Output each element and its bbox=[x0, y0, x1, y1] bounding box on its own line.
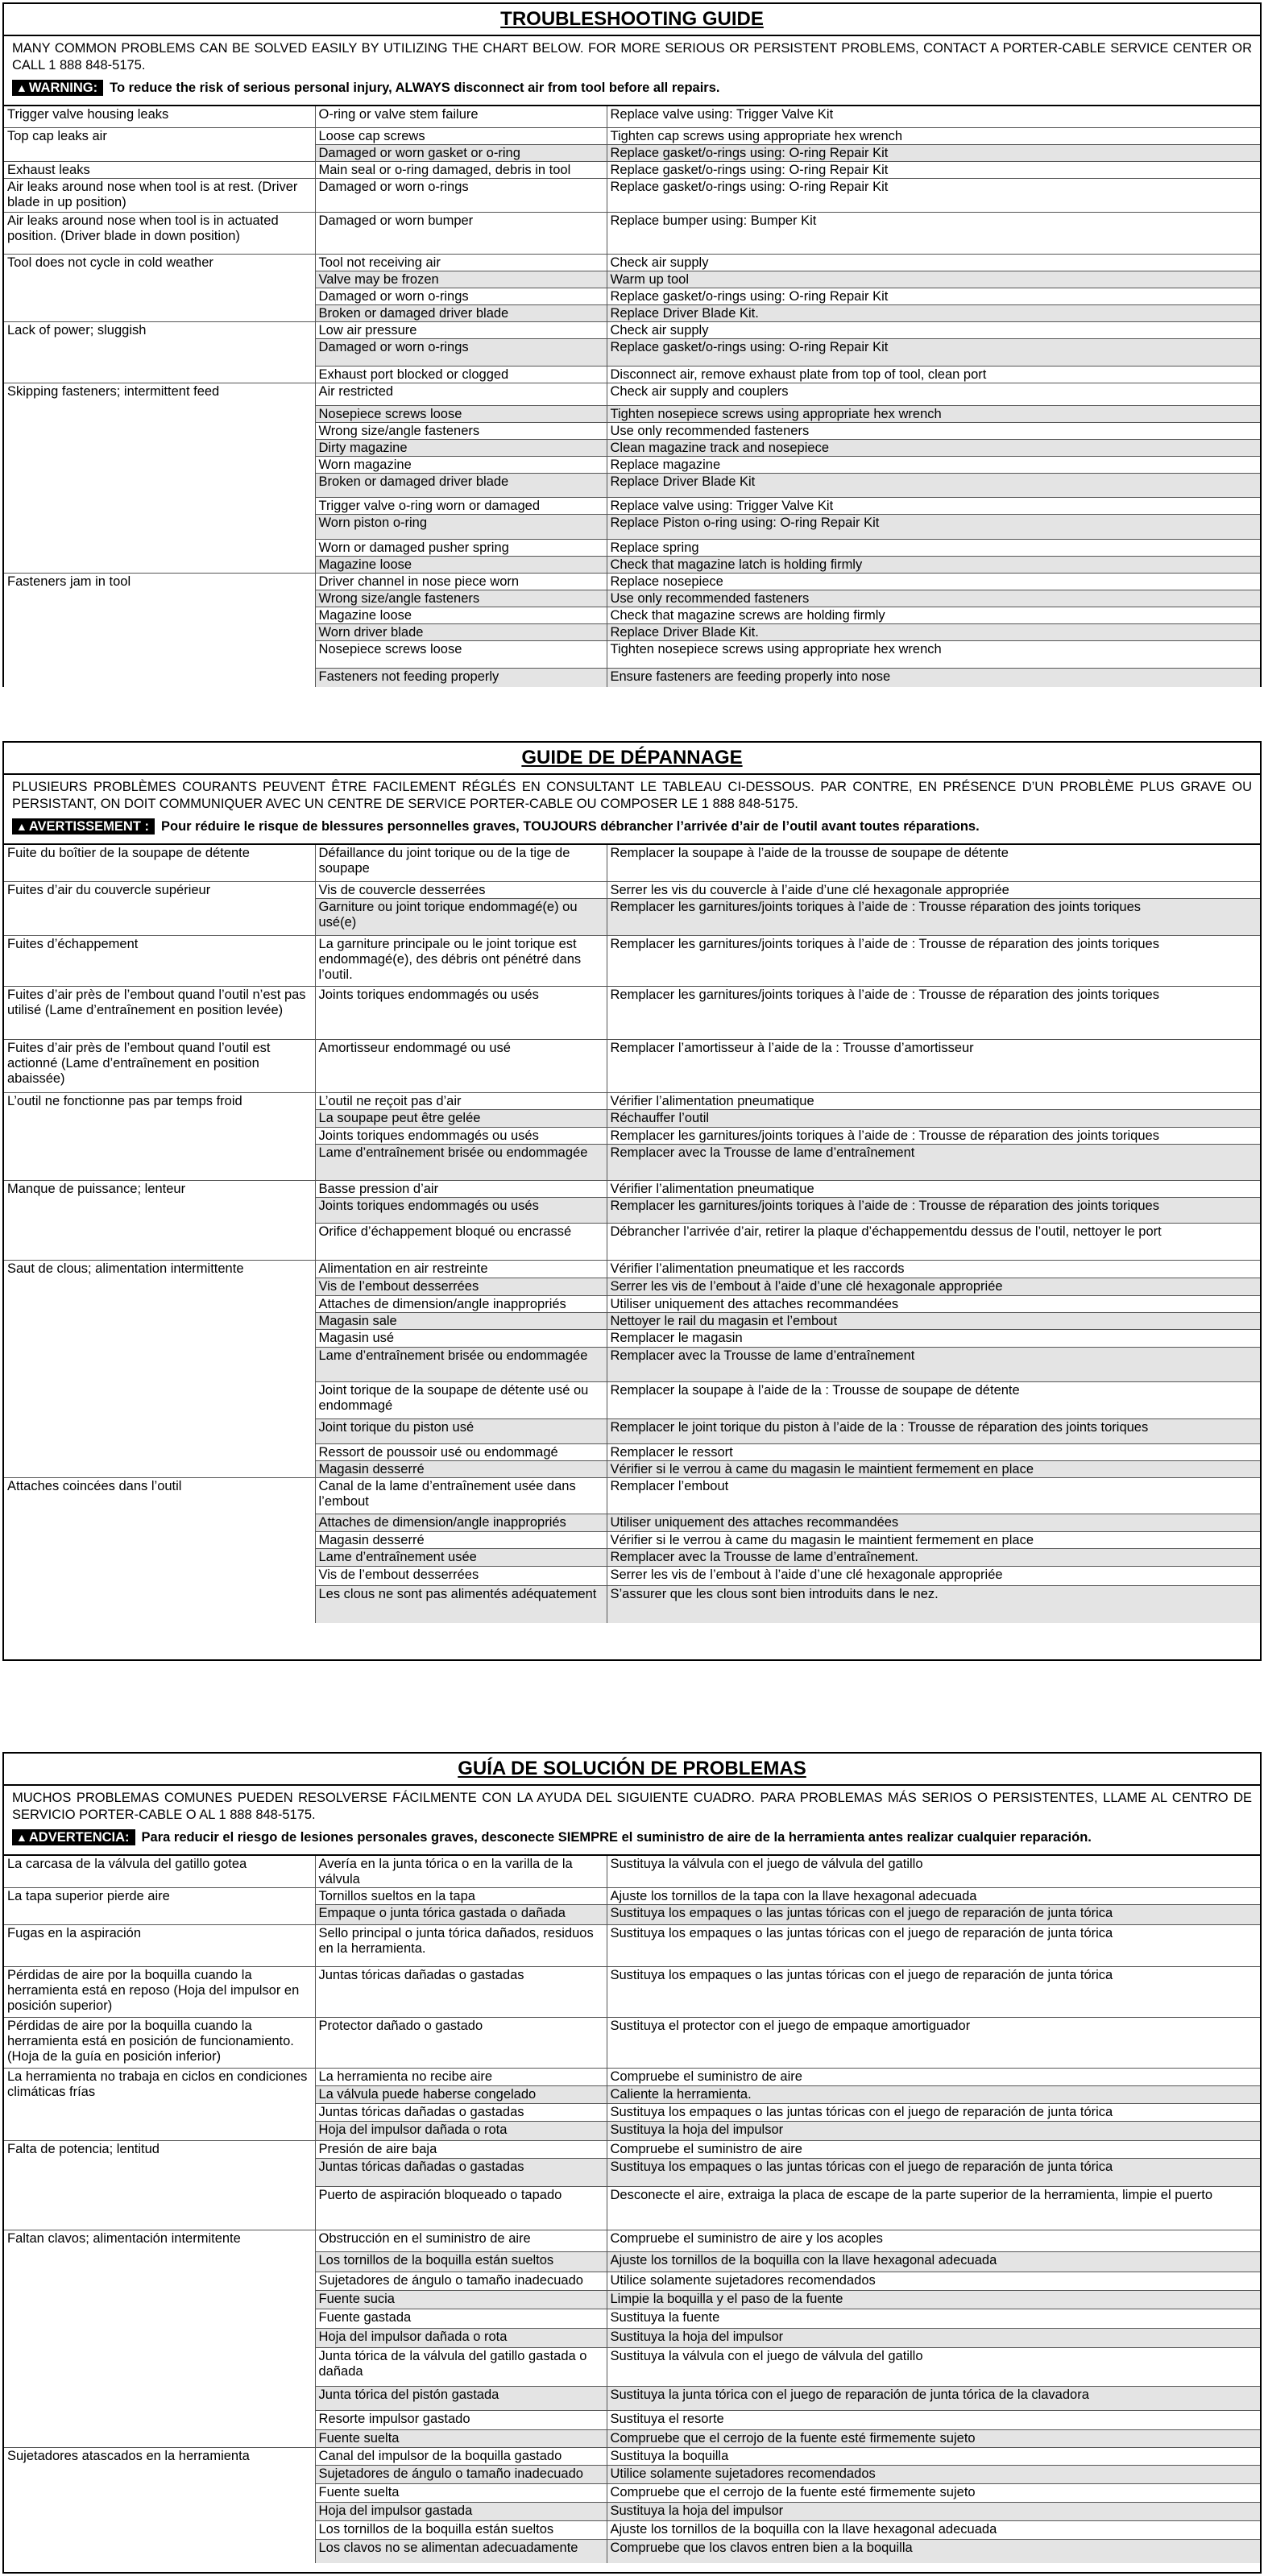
solution-cell: Compruebe que el cerrojo de la fuente esté firmemente sujeto bbox=[607, 2430, 1260, 2448]
table-row bbox=[4, 2141, 1260, 2159]
cause-cell: Los tornillos de la boquilla están sueltos bbox=[315, 2521, 607, 2540]
solution-cell: Ensure fasteners are feeding properly into nose bbox=[607, 668, 1260, 687]
problem-cell: Tool does not cycle in cold weather bbox=[4, 254, 315, 321]
table-row bbox=[4, 1092, 1260, 1109]
cause-cell: La válvula puede haberse congelado bbox=[315, 2086, 607, 2104]
solution-cell: Sustituya los empaques o las juntas tóricas con el juego de reparación de junta tórica bbox=[607, 2159, 1260, 2187]
cause-cell: Broken or damaged driver blade bbox=[315, 473, 607, 497]
solution-cell: Use only recommended fasteners bbox=[607, 422, 1260, 439]
solution-cell: Sustituya los empaques o las juntas tóricas con el juego de reparación de junta tórica bbox=[607, 2104, 1260, 2122]
cause-cell: Sujetadores de ángulo o tamaño inadecuado bbox=[315, 2272, 607, 2291]
cause-cell: Amortisseur endommagé ou usé bbox=[315, 1039, 607, 1092]
solution-cell: Remplacer le joint torique du piston à l’aide de la : Trousse de réparation des joints toriques bbox=[607, 1418, 1260, 1443]
cause-cell: Air restricted bbox=[315, 383, 607, 405]
solution-cell: Réchauffer l’outil bbox=[607, 1109, 1260, 1127]
cause-cell: Worn magazine bbox=[315, 456, 607, 473]
warning-label: AVERTISSEMENT : bbox=[28, 819, 149, 834]
cause-cell: L’outil ne reçoit pas d’air bbox=[315, 1092, 607, 1109]
solution-cell: Remplacer le ressort bbox=[607, 1443, 1260, 1460]
solution-cell: Remplacer les garnitures/joints toriques à l’aide de : Trousse de réparation des joints toriques bbox=[607, 986, 1260, 1039]
warning-triangle-icon: ▲ bbox=[16, 81, 27, 94]
intro-text: MUCHOS PROBLEMAS COMUNES PUEDEN RESOLVERSE FÁCILMENTE CON LA AYUDA DEL SIGUIENTE CUADRO. PARA PROBLEMAS MÁS SERIOS O PERSISTENTES, LLAME AL CENTRO DE SERVICIO PORTER-CABLE O AL 1 888 848-5175. bbox=[12, 1791, 1252, 1822]
cause-cell: Magasin usé bbox=[315, 1329, 607, 1347]
cause-cell: Hoja del impulsor dañada o rota bbox=[315, 2329, 607, 2348]
table-row bbox=[4, 2230, 1260, 2252]
problem-cell: Fuites d’air du couvercle supérieur bbox=[4, 881, 315, 935]
solution-cell: Replace gasket/o-rings using: O-ring Repair Kit bbox=[607, 144, 1260, 161]
solution-cell: Replace spring bbox=[607, 539, 1260, 556]
solution-cell: Remplacer l’amortisseur à l’aide de la : Trousse d’amortisseur bbox=[607, 1039, 1260, 1092]
problem-cell: La herramienta no trabaja en ciclos en condiciones climáticas frías bbox=[4, 2069, 315, 2141]
solution-cell: Remplacer les garnitures/joints toriques à l’aide de : Trousse réparation des joints toriques bbox=[607, 898, 1260, 935]
cause-cell: Worn or damaged pusher spring bbox=[315, 539, 607, 556]
cause-cell: Wrong size/angle fasteners bbox=[315, 422, 607, 439]
solution-cell: Remplacer les garnitures/joints toriques à l’aide de : Trousse de réparation des joints toriques bbox=[607, 935, 1260, 986]
cause-cell: Empaque o junta tórica gastada o dañada bbox=[315, 1905, 607, 1925]
cause-cell: Joints toriques endommagés ou usés bbox=[315, 986, 607, 1039]
problem-cell: Fuites d’échappement bbox=[4, 935, 315, 986]
warning-line bbox=[4, 816, 1260, 843]
cause-cell: Lame d’entraînement usée bbox=[315, 1548, 607, 1566]
solution-cell: Vérifier l’alimentation pneumatique bbox=[607, 1180, 1260, 1197]
troubleshooting-table bbox=[4, 1854, 1260, 2563]
cause-cell: Alimentation en air restreinte bbox=[315, 1260, 607, 1278]
problem-cell: Saut de clous; alimentation intermittente bbox=[4, 1260, 315, 1477]
cause-cell: Damaged or worn o-rings bbox=[315, 338, 607, 366]
solution-cell: Compruebe el suministro de aire bbox=[607, 2141, 1260, 2159]
problem-cell: Fuites d’air près de l’embout quand l’outil est actionné (Lame d’entraînement en position abaissée) bbox=[4, 1039, 315, 1092]
cause-cell: Lame d’entraînement brisée ou endommagée bbox=[315, 1144, 607, 1180]
solution-cell: Replace bumper using: Bumper Kit bbox=[607, 212, 1260, 254]
solution-cell: Sustituya la válvula con el juego de válvula del gatillo bbox=[607, 2348, 1260, 2387]
warning-label: ADVERTENCIA: bbox=[28, 1830, 130, 1845]
cause-cell: Juntas tóricas dañadas o gastadas bbox=[315, 1967, 607, 2018]
cause-cell: Hoja del impulsor dañada o rota bbox=[315, 2122, 607, 2141]
solution-cell: Sustituya el protector con el juego de empaque amortiguador bbox=[607, 2018, 1260, 2069]
problem-cell: Fugas en la aspiración bbox=[4, 1925, 315, 1967]
solution-cell: Utiliser uniquement des attaches recommandées bbox=[607, 1514, 1260, 1531]
solution-cell: Remplacer l’embout bbox=[607, 1477, 1260, 1514]
cause-cell: Loose cap screws bbox=[315, 127, 607, 144]
cause-cell: La soupape peut être gelée bbox=[315, 1109, 607, 1127]
cause-cell: Magazine loose bbox=[315, 607, 607, 623]
table-row bbox=[4, 1477, 1260, 1514]
warning-line bbox=[4, 1827, 1260, 1854]
solution-cell: Replace magazine bbox=[607, 456, 1260, 473]
solution-cell: Sustituya la junta tórica con el juego de reparación de junta tórica de la clavadora bbox=[607, 2387, 1260, 2411]
cause-cell: Magasin desserré bbox=[315, 1460, 607, 1477]
cause-cell: O-ring or valve stem failure bbox=[315, 106, 607, 127]
table-row bbox=[4, 986, 1260, 1039]
problem-cell: Fuite du boîtier de la soupape de détente bbox=[4, 844, 315, 881]
solution-cell: Replace valve using: Trigger Valve Kit bbox=[607, 106, 1260, 127]
cause-cell: Fuente suelta bbox=[315, 2430, 607, 2448]
cause-cell: Attaches de dimension/angle inappropriés bbox=[315, 1514, 607, 1531]
cause-cell: Puerto de aspiración bloqueado o tapado bbox=[315, 2187, 607, 2230]
warning-badge bbox=[12, 818, 155, 835]
warning-badge bbox=[12, 1829, 135, 1845]
cause-cell: Avería en la junta tórica o en la varilla de la válvula bbox=[315, 1855, 607, 1888]
table-row bbox=[4, 1925, 1260, 1967]
table-row bbox=[4, 1039, 1260, 1092]
cause-cell: Ressort de poussoir usé ou endommagé bbox=[315, 1443, 607, 1460]
cause-cell: Attaches de dimension/angle inappropriés bbox=[315, 1295, 607, 1312]
solution-cell: Replace Piston o-ring using: O-ring Repair Kit bbox=[607, 514, 1260, 539]
table-row bbox=[4, 321, 1260, 338]
solution-cell: Sustituya los empaques o las juntas tóricas con el juego de reparación de junta tórica bbox=[607, 1925, 1260, 1967]
intro-text: MANY COMMON PROBLEMS CAN BE SOLVED EASILY BY UTILIZING THE CHART BELOW. FOR MORE SERIOUS OR PERSISTENT PROBLEMS, CONTACT A PORTER-CABLE SERVICE CENTER OR CALL 1 888 848-5175. bbox=[12, 41, 1252, 72]
cause-cell: Driver channel in nose piece worn bbox=[315, 573, 607, 590]
warning-text: Para reducir el riesgo de lesiones personales graves, desconecte SIEMPRE el suministro de aire de la herramienta antes realizar cualquier reparación. bbox=[141, 1830, 1092, 1845]
cause-cell: Magazine loose bbox=[315, 556, 607, 573]
solution-cell: Sustituya la fuente bbox=[607, 2309, 1260, 2329]
solution-cell: Utilice solamente sujetadores recomendados bbox=[607, 2466, 1260, 2484]
table-row bbox=[4, 127, 1260, 144]
warning-line bbox=[4, 77, 1260, 105]
problem-cell: Pérdidas de aire por la boquilla cuando la herramienta está en posición de funcionamiento. (Hoja de la guía en posición inferior) bbox=[4, 2018, 315, 2069]
problem-cell: Attaches coincées dans l’outil bbox=[4, 1477, 315, 1623]
cause-cell: Joint torique du piston usé bbox=[315, 1418, 607, 1443]
cause-cell: Joints toriques endommagés ou usés bbox=[315, 1197, 607, 1223]
section-title: GUÍA DE SOLUCIÓN DE PROBLEMAS bbox=[4, 1754, 1260, 1786]
solution-cell: Sustituya los empaques o las juntas tóricas con el juego de reparación de junta tórica bbox=[607, 1905, 1260, 1925]
solution-cell: Caliente la herramienta. bbox=[607, 2086, 1260, 2104]
solution-cell: Remplacer le magasin bbox=[607, 1329, 1260, 1347]
warning-label: WARNING: bbox=[28, 81, 98, 95]
solution-cell: Limpie la boquilla y el paso de la fuente bbox=[607, 2291, 1260, 2309]
problem-cell: Faltan clavos; alimentación intermitente bbox=[4, 2230, 315, 2448]
problem-cell: Top cap leaks air bbox=[4, 127, 315, 161]
solution-cell: Remplacer la soupape à l’aide de la : Trousse de soupape de détente bbox=[607, 1381, 1260, 1418]
cause-cell: Joint torique de la soupape de détente usé ou endommagé bbox=[315, 1381, 607, 1418]
solution-cell: Vérifier l’alimentation pneumatique et les raccords bbox=[607, 1260, 1260, 1278]
solution-cell: Replace gasket/o-rings using: O-ring Repair Kit bbox=[607, 288, 1260, 304]
solution-cell: Ajuste los tornillos de la boquilla con la llave hexagonal adecuada bbox=[607, 2521, 1260, 2540]
cause-cell: Canal del impulsor de la boquilla gastado bbox=[315, 2448, 607, 2466]
problem-cell: La carcasa de la válvula del gatillo gotea bbox=[4, 1855, 315, 1888]
solution-cell: Ajuste los tornillos de la tapa con la llave hexagonal adecuada bbox=[607, 1888, 1260, 1905]
solution-cell: Tighten nosepiece screws using appropriate hex wrench bbox=[607, 640, 1260, 668]
cause-cell: Juntas tóricas dañadas o gastadas bbox=[315, 2159, 607, 2187]
cause-cell: Tornillos sueltos en la tapa bbox=[315, 1888, 607, 1905]
solution-cell: Replace gasket/o-rings using: O-ring Repair Kit bbox=[607, 178, 1260, 212]
cause-cell: Magasin sale bbox=[315, 1312, 607, 1329]
solution-cell: Check air supply and couplers bbox=[607, 383, 1260, 405]
solution-cell: Ajuste los tornillos de la boquilla con la llave hexagonal adecuada bbox=[607, 2252, 1260, 2272]
solution-cell: Check air supply bbox=[607, 254, 1260, 271]
cause-cell: Fuente sucia bbox=[315, 2291, 607, 2309]
table-row bbox=[4, 1260, 1260, 1278]
cause-cell: Nosepiece screws loose bbox=[315, 405, 607, 422]
problem-cell: Manque de puissance; lenteur bbox=[4, 1180, 315, 1260]
table-row bbox=[4, 254, 1260, 271]
cause-cell: Worn piston o-ring bbox=[315, 514, 607, 539]
table-row bbox=[4, 1967, 1260, 2018]
cause-cell: Obstrucción en el suministro de aire bbox=[315, 2230, 607, 2252]
solution-cell: Sustituya los empaques o las juntas tóricas con el juego de reparación de junta tórica bbox=[607, 1967, 1260, 2018]
problem-cell: Exhaust leaks bbox=[4, 161, 315, 178]
solution-cell: Check air supply bbox=[607, 321, 1260, 338]
warning-text: To reduce the risk of serious personal injury, ALWAYS disconnect air from tool before all repairs. bbox=[110, 81, 720, 95]
solution-cell: Tighten nosepiece screws using appropriate hex wrench bbox=[607, 405, 1260, 422]
table-row bbox=[4, 844, 1260, 881]
problem-cell: Trigger valve housing leaks bbox=[4, 106, 315, 127]
solution-cell: Remplacer les garnitures/joints toriques à l’aide de : Trousse de réparation des joints toriques bbox=[607, 1197, 1260, 1223]
troubleshooting-table bbox=[4, 843, 1260, 1623]
solution-cell: Sustituya la hoja del impulsor bbox=[607, 2122, 1260, 2141]
solution-cell: Sustituya el resorte bbox=[607, 2411, 1260, 2430]
cause-cell: Sujetadores de ángulo o tamaño inadecuado bbox=[315, 2466, 607, 2484]
solution-cell: Clean magazine track and nosepiece bbox=[607, 439, 1260, 456]
cause-cell: Juntas tóricas dañadas o gastadas bbox=[315, 2104, 607, 2122]
solution-cell: Sustituya la hoja del impulsor bbox=[607, 2329, 1260, 2348]
warning-triangle-icon: ▲ bbox=[16, 1831, 27, 1844]
table-row bbox=[4, 1180, 1260, 1197]
table-row bbox=[4, 106, 1260, 127]
solution-cell: Replace valve using: Trigger Valve Kit bbox=[607, 497, 1260, 514]
cause-cell: La garniture principale ou le joint torique est endommagé(e), des débris ont pénétré dans l’outil. bbox=[315, 935, 607, 986]
cause-cell: Worn driver blade bbox=[315, 623, 607, 640]
solution-cell: Nettoyer le rail du magasin et l’embout bbox=[607, 1312, 1260, 1329]
solution-cell: Remplacer la soupape à l’aide de la trousse de soupape de détente bbox=[607, 844, 1260, 881]
solution-cell: Tighten cap screws using appropriate hex wrench bbox=[607, 127, 1260, 144]
solution-cell: Check that magazine latch is holding firmly bbox=[607, 556, 1260, 573]
table-row bbox=[4, 212, 1260, 254]
cause-cell: Fuente gastada bbox=[315, 2309, 607, 2329]
cause-cell: Damaged or worn o-rings bbox=[315, 178, 607, 212]
table-row bbox=[4, 178, 1260, 212]
table-row bbox=[4, 2018, 1260, 2069]
solution-cell: Vérifier l’alimentation pneumatique bbox=[607, 1092, 1260, 1109]
troubleshooting-table bbox=[4, 105, 1260, 687]
cause-cell: Junta tórica de la válvula del gatillo gastada o dañada bbox=[315, 2348, 607, 2387]
solution-cell: Compruebe que el cerrojo de la fuente esté firmemente sujeto bbox=[607, 2484, 1260, 2503]
solution-cell: Replace Driver Blade Kit bbox=[607, 473, 1260, 497]
table-row bbox=[4, 1855, 1260, 1888]
solution-cell: Replace Driver Blade Kit. bbox=[607, 304, 1260, 321]
problem-cell: Fuites d’air près de l’embout quand l’outil n’est pas utilisé (Lame d’entraînement en position levée) bbox=[4, 986, 315, 1039]
solution-cell: Serrer les vis de l’embout à l’aide d’une clé hexagonale appropriée bbox=[607, 1566, 1260, 1585]
problem-cell: Pérdidas de aire por la boquilla cuando la herramienta está en reposo (Hoja del impulsor en posición superior) bbox=[4, 1967, 315, 2018]
solution-cell: Utiliser uniquement des attaches recommandées bbox=[607, 1295, 1260, 1312]
cause-cell: Vis de l’embout desserrées bbox=[315, 1566, 607, 1585]
table-row bbox=[4, 935, 1260, 986]
table-row bbox=[4, 2069, 1260, 2086]
problem-cell: Sujetadores atascados en la herramienta bbox=[4, 2448, 315, 2563]
cause-cell: Protector dañado o gastado bbox=[315, 2018, 607, 2069]
cause-cell: Fuente suelta bbox=[315, 2484, 607, 2503]
cause-cell: Basse pression d’air bbox=[315, 1180, 607, 1197]
troubleshooting-guide-en bbox=[2, 2, 1262, 687]
cause-cell: Fasteners not feeding properly bbox=[315, 668, 607, 687]
solution-cell: Desconecte el aire, extraiga la placa de escape de la parte superior de la herramienta, limpie el puerto bbox=[607, 2187, 1260, 2230]
problem-cell: Falta de potencia; lentitud bbox=[4, 2141, 315, 2230]
troubleshooting-guide-fr bbox=[2, 741, 1262, 1661]
cause-cell: La herramienta no recibe aire bbox=[315, 2069, 607, 2086]
solution-cell: Remplacer avec la Trousse de lame d’entraînement bbox=[607, 1347, 1260, 1381]
cause-cell: Défaillance du joint torique ou de la tige de soupape bbox=[315, 844, 607, 881]
cause-cell: Los tornillos de la boquilla están sueltos bbox=[315, 2252, 607, 2272]
problem-cell: Skipping fasteners; intermittent feed bbox=[4, 383, 315, 573]
solution-cell: Utilice solamente sujetadores recomendados bbox=[607, 2272, 1260, 2291]
solution-cell: Replace gasket/o-rings using: O-ring Repair Kit bbox=[607, 338, 1260, 366]
cause-cell: Trigger valve o-ring worn or damaged bbox=[315, 497, 607, 514]
cause-cell: Sello principal o junta tórica dañados, residuos en la herramienta. bbox=[315, 1925, 607, 1967]
cause-cell: Junta tórica del pistón gastada bbox=[315, 2387, 607, 2411]
table-row bbox=[4, 161, 1260, 178]
cause-cell: Damaged or worn gasket or o-ring bbox=[315, 144, 607, 161]
problem-cell: Air leaks around nose when tool is in actuated position. (Driver blade in down position) bbox=[4, 212, 315, 254]
problem-cell: Fasteners jam in tool bbox=[4, 573, 315, 687]
cause-cell: Broken or damaged driver blade bbox=[315, 304, 607, 321]
cause-cell: Damaged or worn o-rings bbox=[315, 288, 607, 304]
solution-cell: Replace nosepiece bbox=[607, 573, 1260, 590]
cause-cell: Presión de aire baja bbox=[315, 2141, 607, 2159]
section-title: GUIDE DE DÉPANNAGE bbox=[4, 743, 1260, 775]
cause-cell: Magasin desserré bbox=[315, 1531, 607, 1548]
solution-cell: Vérifier si le verrou à came du magasin le maintient fermement en place bbox=[607, 1531, 1260, 1548]
table-row bbox=[4, 383, 1260, 405]
cause-cell: Resorte impulsor gastado bbox=[315, 2411, 607, 2430]
solution-cell: Replace gasket/o-rings using: O-ring Repair Kit bbox=[607, 161, 1260, 178]
solution-cell: Sustituya la válvula con el juego de válvula del gatillo bbox=[607, 1855, 1260, 1888]
cause-cell: Low air pressure bbox=[315, 321, 607, 338]
solution-cell: Replace Driver Blade Kit. bbox=[607, 623, 1260, 640]
problem-cell: L’outil ne fonctionne pas par temps froid bbox=[4, 1092, 315, 1180]
solution-cell: Use only recommended fasteners bbox=[607, 590, 1260, 607]
cause-cell: Hoja del impulsor gastada bbox=[315, 2503, 607, 2521]
solution-cell: S’assurer que les clous sont bien introduits dans le nez. bbox=[607, 1585, 1260, 1623]
section-title: TROUBLESHOOTING GUIDE bbox=[4, 4, 1260, 36]
cause-cell: Lame d’entraînement brisée ou endommagée bbox=[315, 1347, 607, 1381]
cause-cell: Tool not receiving air bbox=[315, 254, 607, 271]
warning-badge bbox=[12, 80, 103, 96]
cause-cell: Exhaust port blocked or clogged bbox=[315, 366, 607, 383]
cause-cell: Nosepiece screws loose bbox=[315, 640, 607, 668]
cause-cell: Joints toriques endommagés ou usés bbox=[315, 1127, 607, 1144]
cause-cell: Vis de l’embout desserrées bbox=[315, 1278, 607, 1295]
warning-text: Pour réduire le risque de blessures personnelles graves, TOUJOURS débrancher l’arrivée d’air de l’outil avant toutes réparations. bbox=[160, 819, 980, 834]
cause-cell: Valve may be frozen bbox=[315, 271, 607, 288]
solution-cell: Remplacer avec la Trousse de lame d’entraînement bbox=[607, 1144, 1260, 1180]
cause-cell: Main seal or o-ring damaged, debris in tool bbox=[315, 161, 607, 178]
cause-cell: Vis de couvercle desserrées bbox=[315, 881, 607, 898]
solution-cell: Check that magazine screws are holding firmly bbox=[607, 607, 1260, 623]
solution-cell: Compruebe que los clavos entren bien a la boquilla bbox=[607, 2540, 1260, 2563]
troubleshooting-guide-es bbox=[2, 1752, 1262, 2574]
solution-cell: Serrer les vis de l’embout à l’aide d’une clé hexagonale appropriée bbox=[607, 1278, 1260, 1295]
table-row bbox=[4, 2448, 1260, 2466]
cause-cell: Orifice d’échappement bloqué ou encrassé bbox=[315, 1223, 607, 1260]
solution-cell: Serrer les vis du couvercle à l’aide d’une clé hexagonale appropriée bbox=[607, 881, 1260, 898]
cause-cell: Dirty magazine bbox=[315, 439, 607, 456]
solution-cell: Sustituya la hoja del impulsor bbox=[607, 2503, 1260, 2521]
solution-cell: Sustituya la boquilla bbox=[607, 2448, 1260, 2466]
solution-cell: Warm up tool bbox=[607, 271, 1260, 288]
solution-cell: Compruebe el suministro de aire y los acoples bbox=[607, 2230, 1260, 2252]
problem-cell: Lack of power; sluggish bbox=[4, 321, 315, 383]
solution-cell: Vérifier si le verrou à came du magasin le maintient fermement en place bbox=[607, 1460, 1260, 1477]
cause-cell: Wrong size/angle fasteners bbox=[315, 590, 607, 607]
table-row bbox=[4, 1888, 1260, 1905]
problem-cell: La tapa superior pierde aire bbox=[4, 1888, 315, 1925]
cause-cell: Les clous ne sont pas alimentés adéquatement bbox=[315, 1585, 607, 1623]
cause-cell: Damaged or worn bumper bbox=[315, 212, 607, 254]
problem-cell: Air leaks around nose when tool is at rest. (Driver blade in up position) bbox=[4, 178, 315, 212]
intro-text: PLUSIEURS PROBLÈMES COURANTS PEUVENT ÊTRE FACILEMENT RÉGLÉS EN CONSULTANT LE TABLEAU CI-DESSOUS. PAR CONTRE, EN PRÉSENCE D’UN PROBLÈME PLUS GRAVE OU PERSISTANT, ON DOIT COMMUNIQUER AVEC UN CENTRE DE SERVICE PORTER-CABLE OU COMPOSER LE 1 888 848-5175. bbox=[12, 780, 1252, 811]
cause-cell: Garniture ou joint torique endommagé(e) ou usé(e) bbox=[315, 898, 607, 935]
solution-cell: Remplacer avec la Trousse de lame d’entraînement. bbox=[607, 1548, 1260, 1566]
cause-cell: Canal de la lame d’entraînement usée dans l’embout bbox=[315, 1477, 607, 1514]
solution-cell: Compruebe el suministro de aire bbox=[607, 2069, 1260, 2086]
warning-triangle-icon: ▲ bbox=[16, 820, 27, 833]
solution-cell: Débrancher l’arrivée d’air, retirer la plaque d’échappementdu dessus de l’outil, nettoyer le port bbox=[607, 1223, 1260, 1260]
cause-cell: Los clavos no se alimentan adecuadamente bbox=[315, 2540, 607, 2563]
solution-cell: Disconnect air, remove exhaust plate from top of tool, clean port bbox=[607, 366, 1260, 383]
table-row bbox=[4, 881, 1260, 898]
table-row bbox=[4, 573, 1260, 590]
solution-cell: Remplacer les garnitures/joints toriques à l’aide de : Trousse de réparation des joints toriques bbox=[607, 1127, 1260, 1144]
